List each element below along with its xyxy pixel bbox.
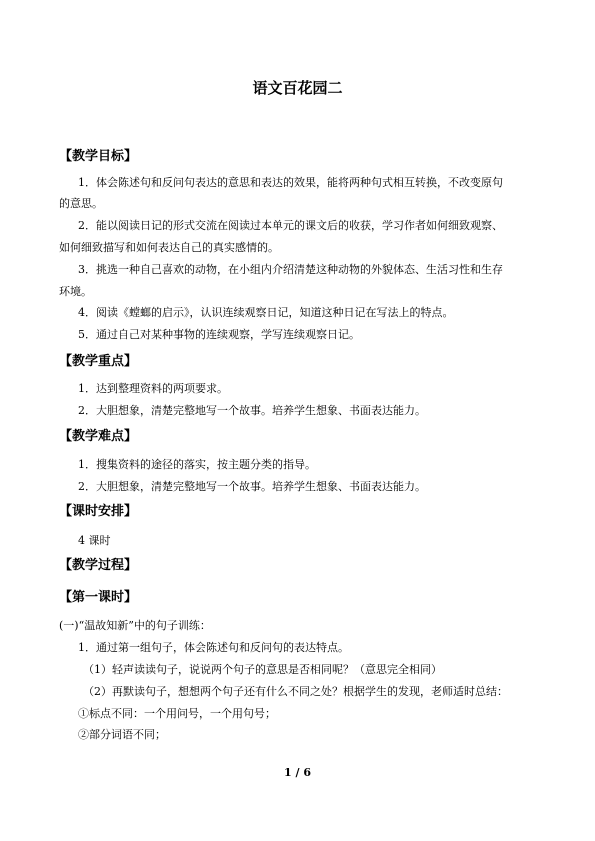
- goals-line-8: 5．通过自己对某种事物的连续观察，学写连续观察日记。: [78, 328, 360, 341]
- goals-line-6: 环境。: [59, 285, 92, 298]
- page-number: 1 / 6: [284, 766, 311, 779]
- schedule-line-1: 4 课时: [78, 534, 111, 547]
- lesson1-line-2: 1．通过第一组句子，体会陈述句和反问句的表达特点。: [78, 641, 349, 654]
- section-heading-goals: 【教学目标】: [59, 149, 138, 164]
- section-heading-key-points: 【教学重点】: [59, 354, 138, 369]
- difficulties-line-2: 2．大胆想象，清楚完整地写一个故事。培养学生想象、书面表达能力。: [78, 480, 426, 493]
- section-heading-schedule: 【课时安排】: [59, 504, 138, 519]
- goals-line-5: 3．挑选一种自己喜欢的动物，在小组内介绍清楚这种动物的外貌体态、生活习性和生存: [78, 263, 503, 276]
- difficulties-line-1: 1．搜集资料的途径的落实，按主题分类的指导。: [78, 458, 316, 471]
- lesson1-line-5: ①标点不同：一个用问号，一个用句号；: [78, 707, 276, 720]
- lesson1-line-1: (一)“温故知新”中的句子训练：: [59, 619, 211, 632]
- key-points-line-1: 1．达到整理资料的两项要求。: [78, 382, 228, 395]
- goals-line-2: 的意思。: [59, 197, 103, 210]
- lesson1-line-6: ②部分词语不同；: [78, 728, 166, 741]
- goals-line-4: 如何细致描写和如何表达自己的真实感情的。: [59, 241, 279, 254]
- lesson1-line-3: （1）轻声读读句子，说说两个句子的意思是否相同呢？（意思完全相同）: [83, 663, 442, 676]
- goals-line-1: 1．体会陈述句和反问句表达的意思和表达的效果，能将两种句式相互转换，不改变原句: [78, 176, 503, 189]
- section-heading-process: 【教学过程】: [59, 558, 138, 573]
- section-heading-difficulties: 【教学难点】: [59, 429, 138, 444]
- page-title: 语文百花园二: [252, 79, 343, 97]
- section-heading-lesson1: 【第一课时】: [59, 590, 138, 605]
- lesson1-line-4: （2）再默读句子，想想两个句子还有什么不同之处？根据学生的发现，老师适时总结：: [83, 685, 508, 698]
- goals-line-3: 2．能以阅读日记的形式交流在阅读过本单元的课文后的收获，学习作者如何细致观察、: [78, 219, 503, 232]
- goals-line-7: 4．阅读《螳螂的启示》，认识连续观察日记，知道这种日记在写法上的特点。: [78, 306, 454, 319]
- key-points-line-2: 2．大胆想象，清楚完整地写一个故事。培养学生想象、书面表达能力。: [78, 404, 426, 417]
